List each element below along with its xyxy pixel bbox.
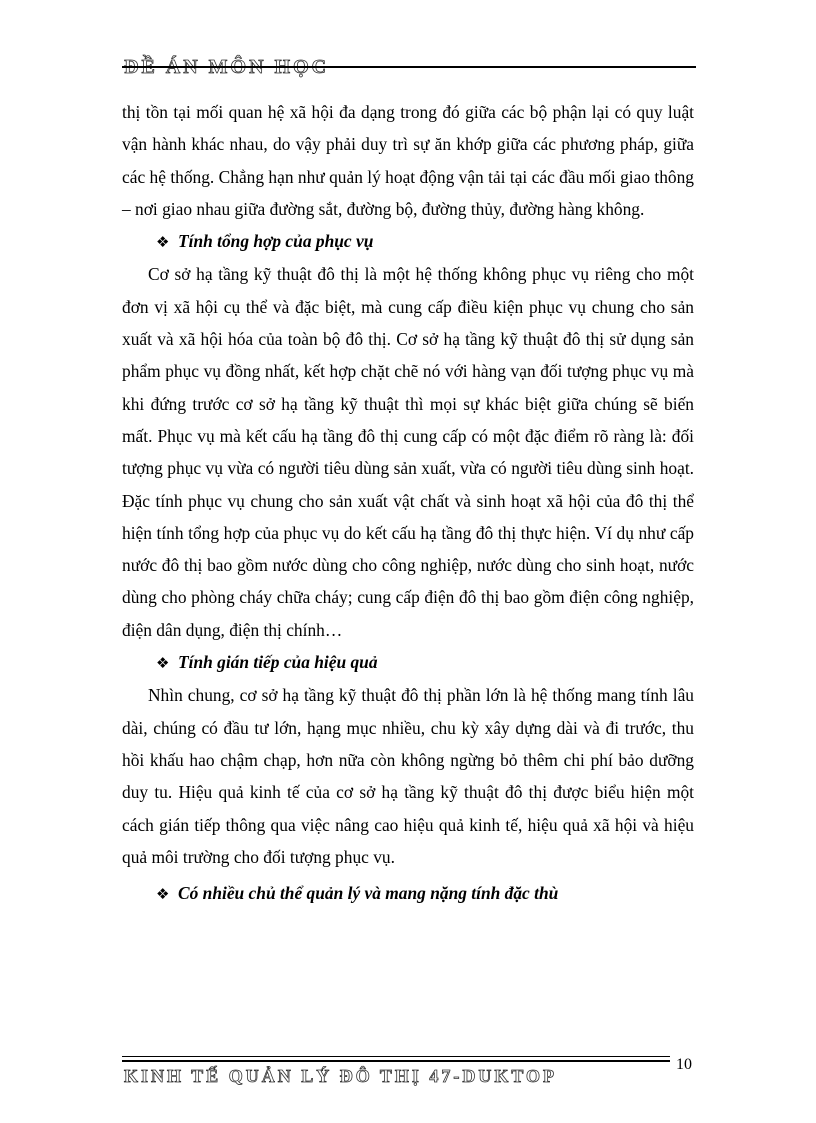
section-heading-3-text: Có nhiều chủ thể quản lý và mang nặng tính đặc thù <box>178 883 559 904</box>
footer-title: KINH TẾ QUẢN LÝ ĐÔ THỊ 47-DUKTOP <box>124 1066 558 1086</box>
footer-divider-thick <box>122 1060 670 1062</box>
paragraph-3: Nhìn chung, cơ sở hạ tầng kỹ thuật đô thị phần lớn là hệ thống mang tính lâu dài, chúng có đầu tư lớn, hạng mục nhiều, chu kỳ xây dựng dài và đi trước, thu hồi khấu hao chậm chạp, hơn nữa còn không ngừng bỏ thêm chi phí bảo dưỡng duy tu. Hiệu quả kinh tế của cơ sở hạ tầng kỹ thuật đô thị được biểu hiện một cách gián tiếp thông qua việc nâng cao hiệu quả kinh tế, hiệu quả xã hội và hiệu quả môi trường cho đối tượng phục vụ. <box>122 685 694 867</box>
diamond-bullet-icon: ❖ <box>156 654 170 673</box>
section-heading-2 <box>122 646 694 679</box>
diamond-bullet-icon: ❖ <box>156 885 170 904</box>
paragraph-2: Cơ sở hạ tầng kỹ thuật đô thị là một hệ thống không phục vụ riêng cho một đơn vị xã hội cụ thể và đặc biệt, mà cung cấp điều kiện phục vụ chung cho sản xuất và xã hội hóa của toàn bộ đô thị. Cơ sở hạ tầng kỹ thuật đô thị sử dụng sản phẩm phục vụ đồng nhất, kết hợp chặt chẽ nó với hàng vạn đối tượng phục vụ mà khi đứng trước cơ sở hạ tầng kỹ thuật thì mọi sự khác biệt giữa chúng sẽ biến mất. Phục vụ mà kết cấu hạ tầng đô thị cung cấp có một đặc điểm rõ ràng là: đối tượng phục vụ vừa có người tiêu dùng sản xuất, vừa có người tiêu dùng sinh hoạt. Đặc tính phục vụ chung cho sản xuất vật chất và sinh hoạt xã hội của đô thị thể hiện tính tổng hợp của phục vụ do kết cấu hạ tầng đô thị thực hiện. Ví dụ như cấp nước đô thị bao gồm nước dùng cho công nghiệp, nước dùng cho sinh hoạt, nước dùng cho phòng cháy chữa cháy; cung cấp điện đô thị bao gồm điện công nghiệp, điện dân dụng, điện thị chính… <box>122 264 694 640</box>
header-divider <box>122 66 696 68</box>
page-content <box>122 96 694 910</box>
header-title-text: ĐỀ ÁN MÔN HỌC <box>124 56 330 78</box>
section-heading-3 <box>122 877 694 910</box>
section-heading-1-text: Tính tổng hợp của phục vụ <box>178 231 374 252</box>
header-title <box>124 44 424 78</box>
section-heading-1 <box>122 225 694 258</box>
section-heading-2-text: Tính gián tiếp của hiệu quả <box>178 652 378 673</box>
paragraph-1: thị tồn tại mối quan hệ xã hội đa dạng trong đó giữa các bộ phận lại có quy luật vận hành khác nhau, do vậy phải duy trì sự ăn khớp giữa các phương pháp, giữa các hệ thống. Chẳng hạn như quản lý hoạt động vận tải tại các đầu mối giao thông – nơi giao nhau giữa đường sắt, đường bộ, đường thủy, đường hàng không. <box>122 102 694 219</box>
page-number: 10 <box>676 1056 692 1073</box>
diamond-bullet-icon: ❖ <box>156 233 170 252</box>
footer-divider-thin <box>122 1056 670 1057</box>
